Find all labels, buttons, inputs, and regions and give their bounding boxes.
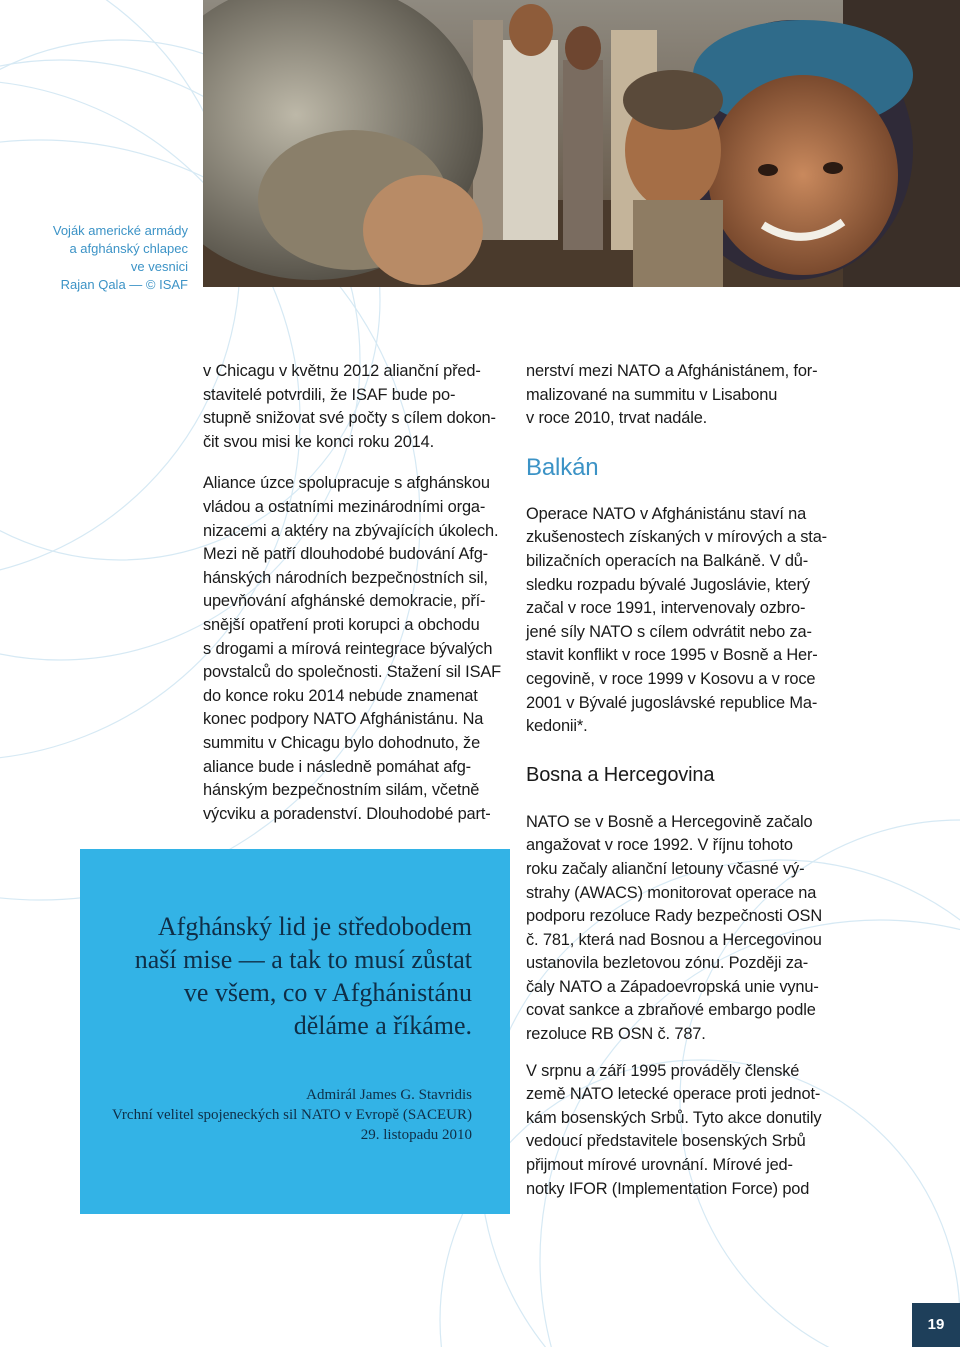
attribution-name: Admirál James G. Stavridis [306, 1087, 472, 1103]
text-line: konec podpory NATO Afghánistánu. Na [203, 710, 484, 729]
text-line: nizacemi a aktéry na zbývajících úkolech. [203, 521, 499, 540]
text-line: v Chicagu v květnu 2012 alianční před- [203, 362, 481, 380]
text-line: jené síly NATO s cílem odvrátit nebo za- [526, 622, 812, 641]
text-line: s drogami a mírová reintegrace bývalých [203, 639, 493, 658]
text-line: začal v roce 1991, intervenovaly ozbro- [526, 599, 806, 618]
text-line: hánským bezpečnostním silám, včetně [203, 781, 480, 800]
text-line: strahy (AWACS) monitorovat operace na [526, 883, 817, 902]
text-line: aliance bude i následně pomáhat afg- [203, 757, 471, 776]
section-heading-bosnia: Bosna a Hercegovina [526, 763, 715, 786]
text-line: roku začaly alianční letouny včasné vý- [526, 859, 805, 878]
text-line: povstalců do společnosti. Stažení sil ISAF [203, 663, 501, 682]
text-line: přijmout mírové urovnání. Mírové jed- [526, 1156, 793, 1175]
text-line: Operace NATO v Afghánistánu staví na [526, 504, 807, 523]
text-line: covat sankce a zbraňové embargo podle [526, 1001, 816, 1020]
text-line: Mezi ně patří dlouhodobé budování Afg- [203, 545, 488, 564]
text-line: 2001 v Bývalé jugoslávské republice Ma- [526, 693, 818, 712]
text-line: zkušenostech získaných v mírových a sta- [526, 528, 827, 547]
text-line: upevňování afghánské demokracie, pří- [203, 592, 486, 611]
pull-quote-box [80, 849, 510, 1214]
caption-line: ve vesnici [130, 259, 188, 274]
text-line: NATO se v Bosně a Hercegovině začalo [526, 812, 813, 831]
text-line: sledku rozpadu bývalé Jugoslávie, který [526, 575, 810, 594]
text-line: snější opatření proti korupci a obchodu [203, 615, 480, 634]
text-line: v roce 2010, trvat nadále. [526, 409, 708, 428]
photo-soldier-and-boy [203, 0, 960, 287]
paragraph [203, 472, 523, 826]
text-line: výcviku a poradenství. Dlouhodobé part- [203, 804, 491, 823]
text-line: země NATO letecké operace proti jednot- [526, 1085, 821, 1104]
text-line: kedonii*. [526, 717, 588, 736]
paragraph [526, 1060, 856, 1202]
text-line: č. 781, která nad Bosnou a Hercegovinou [526, 930, 822, 949]
text-line: vedoucí představitele bosenských Srbů [526, 1132, 806, 1151]
page-number: 19 [912, 1303, 960, 1347]
quote-attribution [112, 1085, 472, 1145]
text-line: kám bosenských Srbů. Tyto akce donutily [526, 1108, 822, 1127]
quote-line: děláme a říkáme. [293, 1011, 472, 1040]
paragraph [526, 503, 856, 739]
attribution-date: 29. listopadu 2010 [360, 1127, 472, 1143]
text-line: do konce roku 2014 nebude znamenat [203, 686, 478, 705]
text-line: ustanovila bezletovou zónu. Později za- [526, 954, 809, 973]
text-line: podporu rezoluce Rady bezpečnosti OSN [526, 907, 823, 926]
quote-line: Afghánský lid je středobodem [157, 912, 472, 941]
text-line: Aliance úzce spolupracuje s afghánskou [203, 474, 490, 493]
text-line: cegovině, v roce 1999 v Kosovu a v roce [526, 669, 816, 688]
text-line: angažovat v roce 1992. V říjnu tohoto [526, 836, 793, 855]
text-line: summitu v Chicagu bylo dohodnuto, že [203, 733, 481, 752]
left-column [203, 360, 523, 826]
quote-line: naší mise — a tak to musí zůstat [134, 945, 472, 974]
text-line: čaly NATO a Západoevropská unie vynu- [526, 977, 819, 996]
text-line: bilizačních operacích na Balkáně. V dů- [526, 551, 809, 570]
photo-caption [40, 222, 188, 294]
text-line: stavitelé potvrdili, že ISAF bude po- [203, 385, 456, 404]
text-line: čit svou misi ke konci roku 2014. [203, 432, 434, 451]
caption-line: Rajan Qala — © ISAF [60, 277, 188, 292]
attribution-title: Vrchní velitel spojeneckých sil NATO v Evropě (SACEUR) [111, 1107, 472, 1123]
text-line: notky IFOR (Implementation Force) pod [526, 1179, 810, 1198]
text-line: V srpnu a září 1995 prováděly členské [526, 1061, 800, 1080]
text-line: nerství mezi NATO a Afghánistánem, for- [526, 362, 818, 380]
text-line: rezoluce RB OSN č. 787. [526, 1025, 706, 1044]
text-line: stavit konflikt v roce 1995 v Bosně a Her- [526, 646, 818, 665]
text-line: malizované na summitu v Lisabonu [526, 385, 778, 404]
pull-quote [135, 910, 472, 1042]
caption-line: a afghánský chlapec [69, 241, 188, 256]
paragraph [526, 811, 856, 1047]
text-line: vládou a ostatními mezinárodními orga- [203, 497, 486, 516]
text-line: stupně snižovat své počty s cílem dokon- [203, 409, 496, 428]
quote-line: ve všem, co v Afghánistánu [183, 978, 472, 1007]
caption-line: Voják americké armády [52, 223, 188, 238]
paragraph [526, 360, 856, 431]
right-column [526, 360, 856, 1201]
section-heading-balkan: Balkán [526, 453, 599, 481]
paragraph [203, 360, 523, 454]
text-line: hánských národních bezpečnostních sil, [203, 568, 488, 587]
